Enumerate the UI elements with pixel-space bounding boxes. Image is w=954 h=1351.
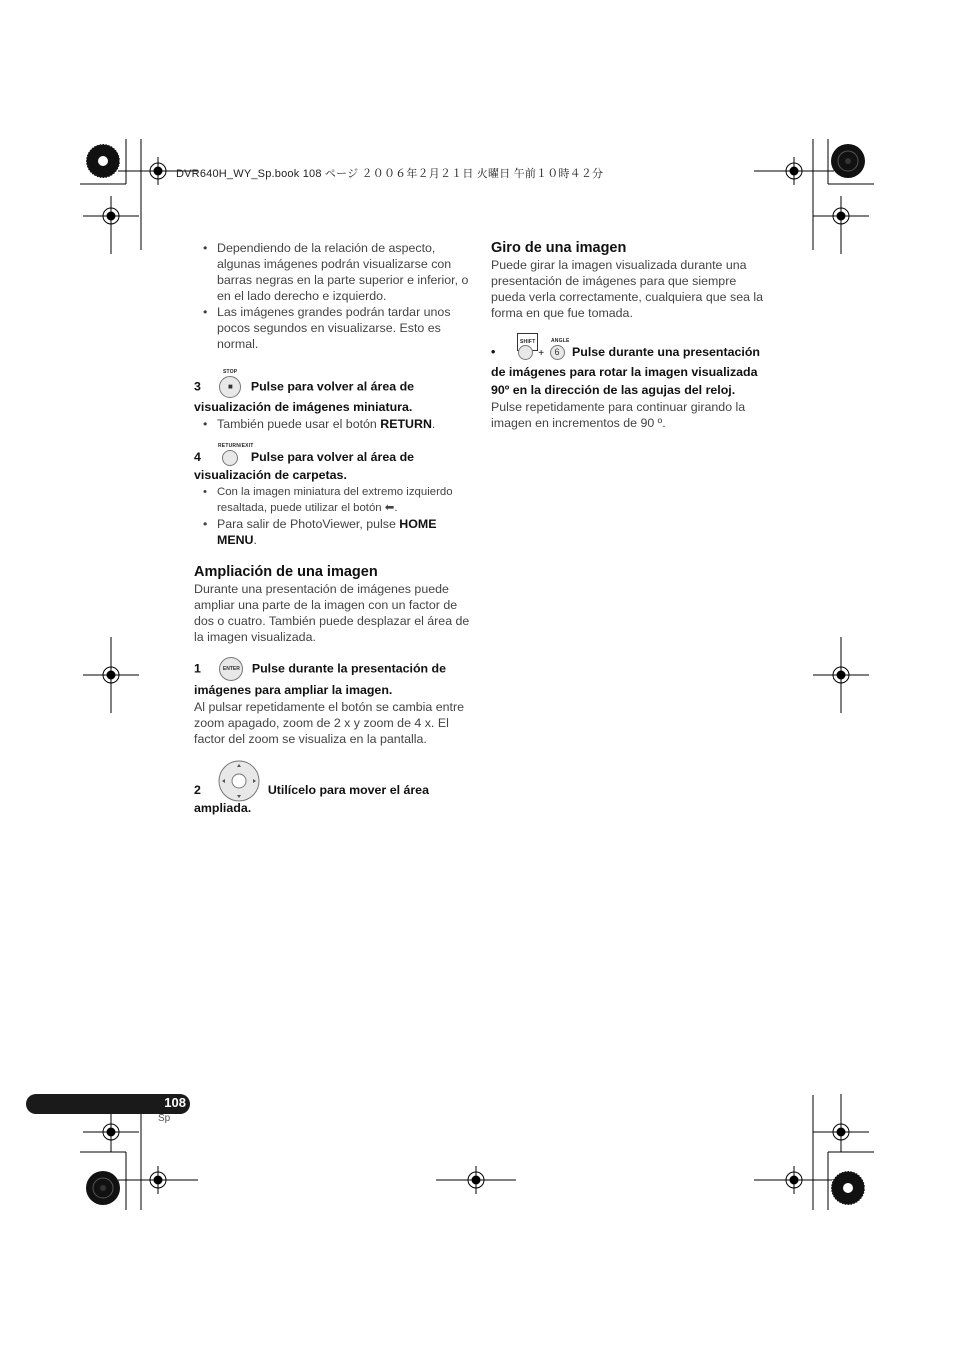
step-number: 1 — [194, 661, 201, 676]
button-label: SHIFT — [517, 333, 538, 351]
step-number: 3 — [194, 379, 201, 394]
return-icon — [222, 450, 238, 466]
step-1 — [194, 657, 470, 747]
step-4 — [194, 438, 470, 548]
button-label: ANGLE — [551, 338, 570, 344]
button-label: RETURN/EXIT — [218, 443, 254, 449]
list-item: • Dependiendo de la relación de aspecto, algunas imágenes podrán visualizarse con barras negras en la parte superior e inferior, o en el lado derecho e izquierdo. — [194, 240, 470, 304]
key-home-menu: HOME MENU — [217, 517, 437, 547]
rotate-step: SHIFT ANGLE • + 6 Pulse durante una presentación de imágenes para rotar la imagen visualizada 90º en la dirección de las agujas del reloj. Pulse repetidamente para continuar girando la imagen en incrementos de 90 º. — [491, 333, 767, 431]
page-number: 108 — [164, 1095, 186, 1110]
step-3 — [194, 364, 470, 432]
list-item: • También puede usar el botón RETURN. — [194, 416, 470, 432]
list-item: • Con la imagen miniatura del extremo izquierdo resaltada, puede utilizar el botón ⬅. — [194, 484, 470, 516]
right-column — [491, 239, 767, 431]
button-label: STOP — [223, 369, 238, 375]
shift-icon — [518, 345, 533, 360]
step-text: Utilícelo para mover el área ampliada. — [194, 783, 429, 815]
key-return: RETURN — [380, 417, 432, 431]
list-item: • Para salir de PhotoViewer, pulse HOME MENU. — [194, 516, 470, 548]
enter-icon: ENTER — [219, 657, 243, 681]
step-text: Pulse para volver al área de visualización de carpetas. — [194, 450, 415, 482]
list-item: • Las imágenes grandes podrán tardar unos pocos segundos en visualizarse. Esto es normal. — [194, 304, 470, 352]
section-body: Durante una presentación de imágenes puede ampliar una parte de la imagen con un factor de dos o cuatro. También puede desplazar el área de la imagen visualizada. — [194, 582, 470, 644]
section-title: Giro de una imagen — [491, 240, 627, 256]
step-text: Pulse durante una presentación de imágenes para rotar la imagen visualizada 90º en la dirección de las agujas del reloj. — [491, 345, 760, 397]
section-body: Puede girar la imagen visualizada durante una presentación de imágenes para que siempre pueda verla correctamente, cualquiera que sea la forma en que fue tomada. — [491, 258, 764, 320]
step-text: Pulse para volver al área de visualización de imágenes miniatura. — [194, 379, 415, 414]
left-column — [194, 240, 470, 821]
step-text: Pulse durante la presentación de imágenes para ampliar la imagen. — [194, 661, 446, 697]
step-number: 4 — [194, 450, 201, 464]
step-number: 2 — [194, 783, 201, 797]
page-language: Sp — [158, 1113, 171, 1124]
plus-sign: + — [538, 348, 545, 359]
section-title: Ampliación de una imagen — [194, 564, 378, 580]
step-body: Al pulsar repetidamente el botón se cambia entre zoom apagado, zoom de 2 x y zoom de 4 x. El factor del zoom se visualiza en la pantalla. — [194, 700, 464, 746]
step-body: Pulse repetidamente para continuar girando la imagen en incrementos de 90 º. — [491, 400, 746, 430]
print-header: DVR640H_WY_Sp.book 108 ページ ２００６年２月２１日 火曜日 午前１０時４２分 — [176, 168, 604, 180]
step-2 — [194, 759, 470, 821]
stop-icon: ■ — [219, 376, 241, 398]
key-6-icon: 6 — [550, 345, 565, 360]
